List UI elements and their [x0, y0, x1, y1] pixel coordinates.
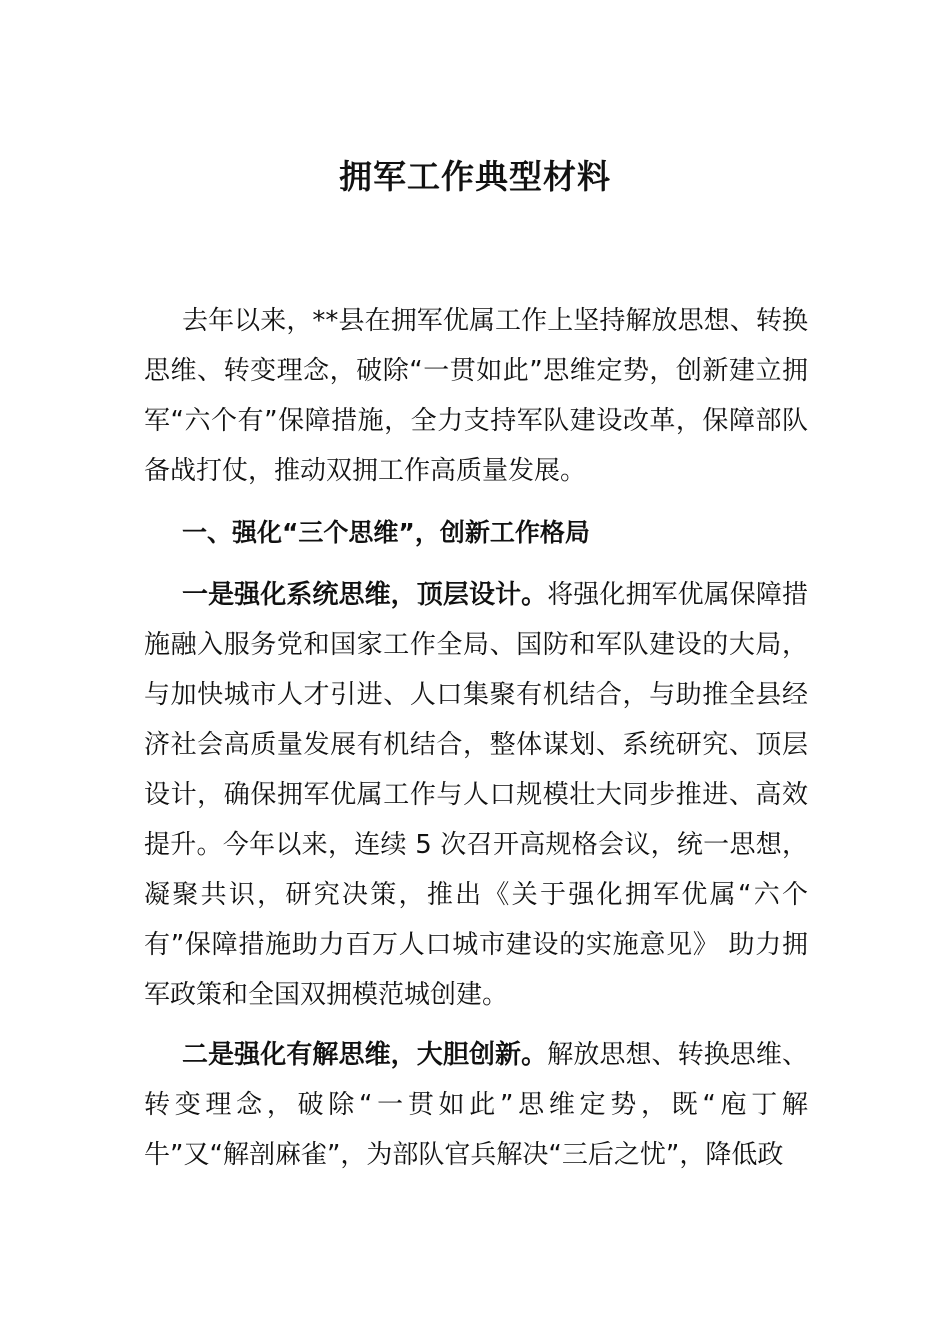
- paragraph-1-lead: 一是强化系统思维，顶层设计。: [182, 580, 548, 610]
- paragraph-2-lead: 二是强化有解思维，大胆创新。: [182, 1040, 548, 1070]
- intro-paragraph: 去年以来，**县在拥军优属工作上坚持解放思想、转换思维、转变理念，破除“一贯如此”思维定势，创新建立拥军“六个有”保障措施，全力支持军队建设改革，保障部队备战打仗，推动双拥工作高质量发展。: [144, 306, 808, 486]
- paragraph-1-text: 将强化拥军优属保障措施融入服务党和国家工作全局、国防和军队建设的大局，与加快城市人才引进、人口集聚有机结合，与助推全县经济社会高质量发展有机结合，整体谋划、系统研究、顶层设计，确保拥军优属工作与人口规模壮大同步推进、高效提升。今年以来，连续 5 次召开高规格会议，统一思想，凝聚共识，研究决策，推出《关于强化拥军优属“六个有”保障措施助力百万人口城市建设的实施意见》 助力拥军政策和全国双拥模范城创建。: [144, 580, 808, 1010]
- section-heading-1: 一、强化“三个思维”，创新工作格局: [182, 518, 590, 547]
- paragraph-2: [144, 1030, 808, 1180]
- paragraph-1: [144, 570, 808, 1020]
- paragraph-2-text: 解放思想、转换思维、转变理念，破除“一贯如此”思维定势，既“庖丁解牛”又“解剖麻雀”，为部队官兵解决“三后之忧”，降低政: [144, 1040, 808, 1170]
- document-body: [144, 296, 808, 1180]
- document-title: 拥军工作典型材料: [339, 157, 611, 196]
